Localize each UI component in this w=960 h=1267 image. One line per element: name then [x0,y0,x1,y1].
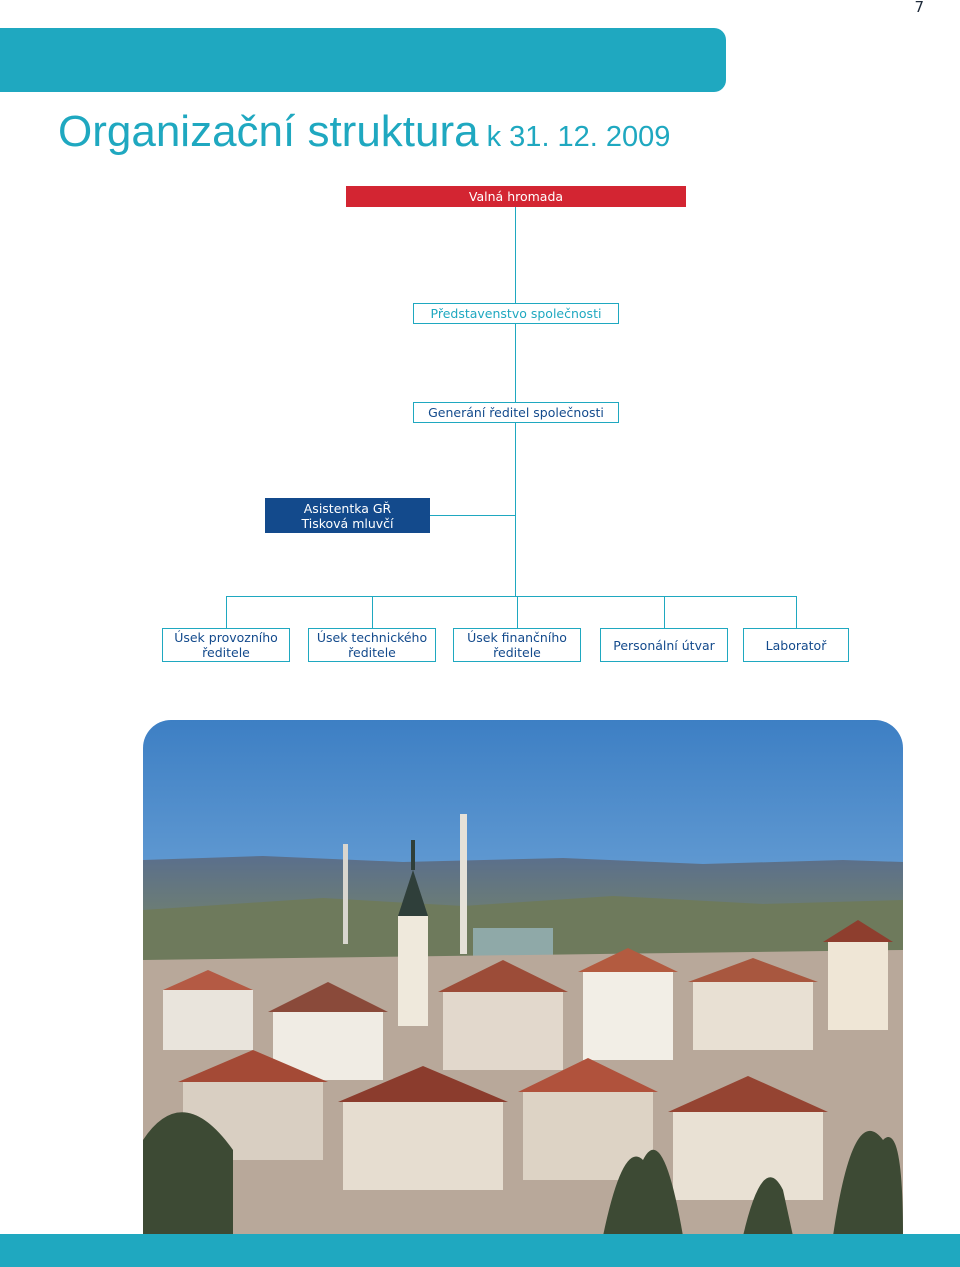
title-date: k 31. 12. 2009 [486,121,671,153]
general-meeting-label: Valná hromada [468,189,564,204]
dept-label: Úsek finančního ředitele [467,630,567,660]
dept-operations-box [162,628,290,662]
dept-technical-box [308,628,436,662]
dept-label: Personální útvar [613,637,715,653]
ceo-box [413,402,619,423]
dept-hr-box [600,628,728,662]
chimney-left [343,844,348,944]
board-box [413,303,619,324]
assistant-box [265,498,430,533]
general-meeting-box [346,186,686,207]
footer-band [0,1234,960,1267]
dept-laboratory-box [743,628,849,662]
title-text: Organizační struktura [58,107,479,156]
page-number: 7 [914,0,924,16]
dept-finance-box [453,628,581,662]
dept-label: Úsek technického ředitele [316,630,428,660]
ceo-label: Generání ředitel společnosti [428,405,604,420]
chimney-right [460,814,467,954]
industrial-plant [473,928,553,956]
dept-label: Laboratoř [765,637,827,653]
board-label: Představenstvo společnosti [430,306,602,321]
dept-label: Úsek provozního ředitele [174,630,278,660]
city-panorama-illustration [143,720,903,1236]
assistant-label: Asistentka GŘ Tisková mluvčí [301,500,394,531]
city-panorama-photo [143,720,903,1236]
